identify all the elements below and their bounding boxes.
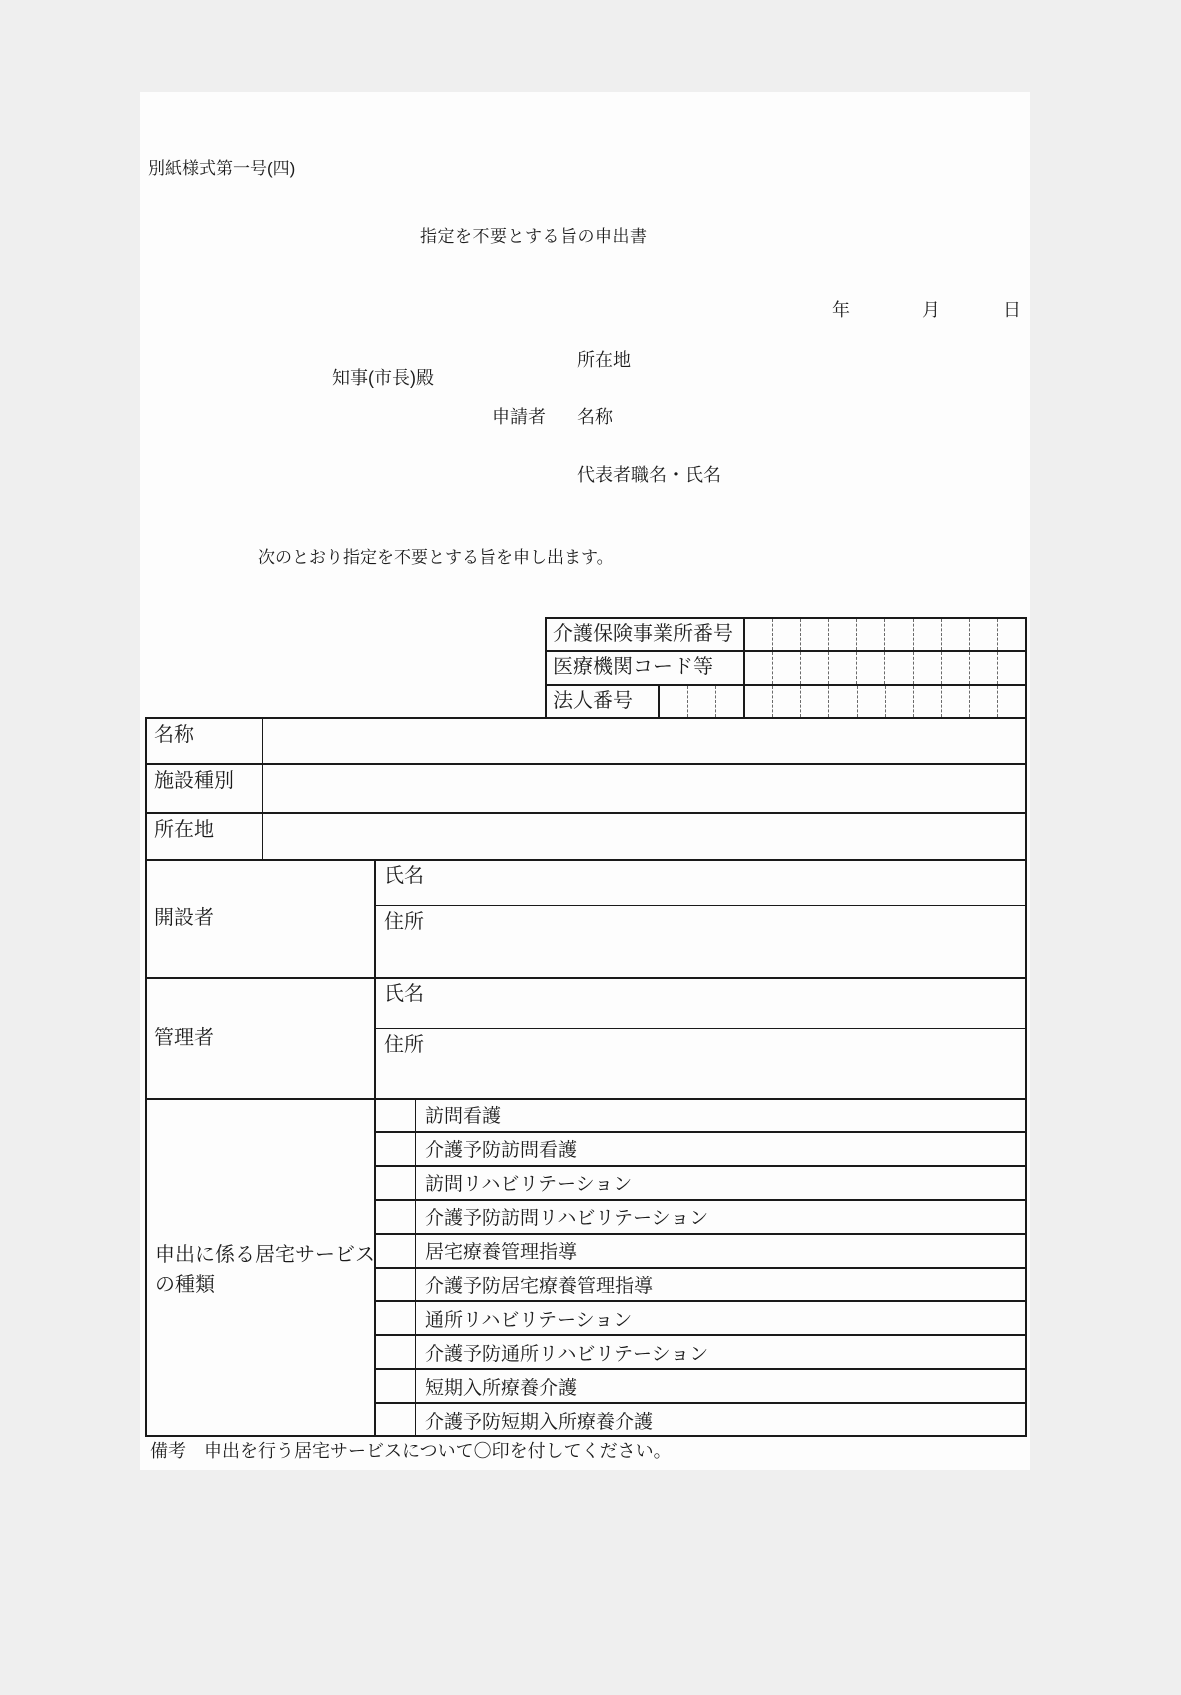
- service-name: 訪問看護: [425, 1106, 502, 1128]
- service-mark-cell: [376, 1133, 416, 1165]
- applicant-label: 申請者: [492, 407, 546, 427]
- subrow-divider: [375, 1028, 1025, 1029]
- service-row: [376, 1300, 1025, 1334]
- digit-cell: [800, 652, 828, 683]
- digit-cell: [997, 619, 1025, 650]
- digit-cell: [969, 652, 997, 683]
- addressee: 知事(市長)殿: [332, 368, 434, 388]
- service-mark-cell: [376, 1370, 416, 1402]
- digit-cell: [743, 686, 772, 717]
- code-table: [545, 617, 1027, 717]
- service-row: [376, 1165, 1025, 1199]
- digit-cell: [660, 686, 687, 717]
- service-row: [376, 1368, 1025, 1402]
- service-name: 居宅療養管理指導: [425, 1242, 578, 1264]
- digit-cell: [772, 652, 800, 683]
- service-row: [376, 1233, 1025, 1267]
- digit-cell: [913, 652, 941, 683]
- service-mark-cell: [376, 1099, 416, 1131]
- manager-address-label: 住所: [384, 1034, 424, 1056]
- applicant-name-label: 名称: [577, 407, 613, 427]
- service-mark-cell: [376, 1404, 416, 1436]
- digit-cell: [856, 619, 884, 650]
- digit-cell: [857, 686, 885, 717]
- founder-label: 開設者: [154, 907, 214, 929]
- service-mark-cell: [376, 1201, 416, 1233]
- manager-label: 管理者: [154, 1027, 214, 1049]
- digit-cell: [828, 686, 856, 717]
- code-table-row: [547, 650, 1025, 683]
- service-mark-cell: [376, 1302, 416, 1334]
- digit-cell: [745, 652, 772, 683]
- service-rows: [376, 1099, 1025, 1436]
- form-number: 別紙様式第一号(四): [148, 159, 296, 178]
- services-section-label: 申出に係る居宅サービスの種類: [155, 1244, 375, 1296]
- digit-cell: [941, 652, 969, 683]
- remarks-note: 備考 申出を行う居宅サービスについて〇印を付してください。: [150, 1441, 672, 1461]
- digit-cell: [913, 686, 941, 717]
- service-mark-cell: [376, 1235, 416, 1267]
- digit-cell: [687, 686, 715, 717]
- digit-cells: [660, 686, 1025, 717]
- digit-cell: [800, 686, 828, 717]
- digit-cells: [745, 652, 1025, 683]
- declaration-text: 次のとおり指定を不要とする旨を申し出ます。: [258, 548, 614, 567]
- digit-cell: [828, 619, 856, 650]
- digit-cell: [969, 686, 997, 717]
- service-name: 介護予防訪問看護: [425, 1140, 578, 1162]
- facility-type-label: 施設種別: [154, 770, 234, 792]
- manager-name-label: 氏名: [384, 983, 424, 1005]
- digit-cell: [941, 619, 969, 650]
- digit-cell: [828, 652, 856, 683]
- digit-cell: [800, 619, 828, 650]
- digit-cell: [997, 686, 1025, 717]
- founder-address-label: 住所: [384, 911, 424, 933]
- service-row: [376, 1402, 1025, 1436]
- service-row: [376, 1199, 1025, 1233]
- code-table-row-label: 法人番号: [547, 686, 660, 717]
- service-name: 介護予防短期入所療養介護: [425, 1411, 654, 1433]
- digit-cell: [913, 619, 941, 650]
- code-table-row-label: 介護保険事業所番号: [547, 619, 745, 650]
- service-name: 介護予防訪問リハビリテーション: [425, 1208, 709, 1230]
- digit-cell: [969, 619, 997, 650]
- applicant-address-label: 所在地: [577, 350, 631, 370]
- service-mark-cell: [376, 1269, 416, 1301]
- row-divider: [145, 812, 1027, 814]
- row-divider: [145, 763, 1027, 765]
- digit-cell: [884, 652, 912, 683]
- service-row: [376, 1267, 1025, 1301]
- subrow-divider: [375, 905, 1025, 906]
- code-table-row: [547, 684, 1025, 717]
- digit-cell: [997, 652, 1025, 683]
- code-table-row: [547, 619, 1025, 650]
- digit-cell: [856, 652, 884, 683]
- service-mark-cell: [376, 1167, 416, 1199]
- digit-cells: [745, 619, 1025, 650]
- page-title: 指定を不要とする旨の申出書: [420, 227, 648, 246]
- service-row: [376, 1099, 1025, 1131]
- digit-cell: [885, 686, 913, 717]
- digit-cell: [745, 619, 772, 650]
- facility-name-label: 名称: [154, 724, 194, 746]
- service-name: 短期入所療養介護: [425, 1377, 578, 1399]
- code-table-row-label: 医療機関コード等: [547, 652, 745, 683]
- digit-cell: [715, 686, 743, 717]
- digit-cell: [884, 619, 912, 650]
- service-name: 通所リハビリテーション: [425, 1309, 633, 1331]
- row-divider: [145, 859, 1027, 861]
- service-mark-cell: [376, 1336, 416, 1368]
- column-divider: [262, 717, 263, 859]
- founder-name-label: 氏名: [384, 865, 424, 887]
- service-name: 介護予防居宅療養管理指導: [425, 1275, 654, 1297]
- date-year-label: 年: [832, 300, 850, 320]
- date-day-label: 日: [1003, 300, 1021, 320]
- digit-cell: [772, 686, 800, 717]
- digit-cell: [772, 619, 800, 650]
- row-divider: [145, 977, 1027, 979]
- facility-address-label: 所在地: [154, 819, 214, 841]
- service-row: [376, 1131, 1025, 1165]
- applicant-representative-label: 代表者職名・氏名: [577, 465, 721, 485]
- digit-cell: [941, 686, 969, 717]
- date-month-label: 月: [922, 300, 940, 320]
- service-name: 訪問リハビリテーション: [425, 1174, 633, 1196]
- service-row: [376, 1334, 1025, 1368]
- service-name: 介護予防通所リハビリテーション: [425, 1343, 709, 1365]
